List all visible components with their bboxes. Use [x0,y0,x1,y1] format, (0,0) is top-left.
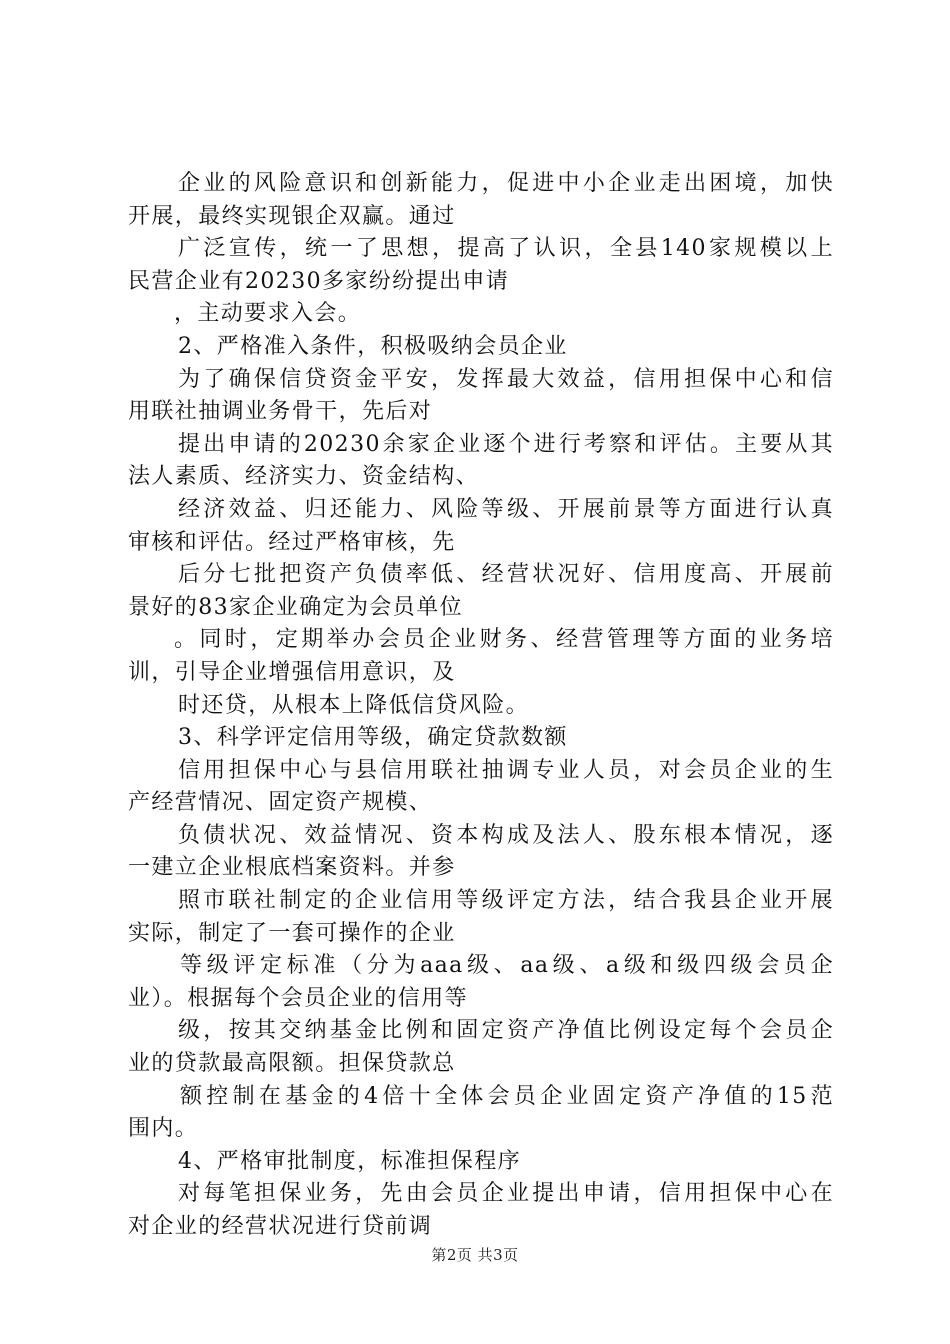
text-line: 照市联社制定的企业信用等级评定方法，结合我县企业开展 [178,888,834,914]
text-line: 等级评定标准（分为aaa级、aa级、a级和级四级会员企 [180,953,834,979]
page-footer [0,1244,950,1265]
text-line: 级，按其交纳基金比例和固定资产净值比例设定每个会员企 [178,1018,834,1044]
text-line: ，主动要求入会。 [174,301,362,327]
text-line: 开展，最终实现银企双赢。通过 [128,203,456,229]
text-line: 对企业的经营状况进行贷前调 [128,1214,433,1239]
text-line: 经济效益、归还能力、风险等级、开展前景等方面进行认真 [178,496,834,522]
text-line: 对每笔担保业务，先由会员企业提出申请，信用担保中心在 [178,1181,834,1207]
text-line: 审核和评估。经过严格审核，先 [128,529,456,555]
text-line: 围内。 [128,1116,199,1142]
text-line: 一建立企业根底档案资料。并参 [128,855,456,881]
text-line: 业的贷款最高限额。担保贷款总 [128,1051,456,1077]
text-line: 后分七批把资产负债率低、经营状况好、信用度高、开展前 [178,562,834,588]
section-heading: 4、严格审批制度，标准担保程序 [178,1148,521,1174]
text-line: 实际，制定了一套可操作的企业 [128,920,456,946]
text-line: 民营企业有20230多家纷纷提出申请 [128,268,510,294]
text-line: 额控制在基金的4倍十全体会员企业固定资产净值的15范 [180,1083,834,1109]
text-line: 企业的风险意识和创新能力，促进中小企业走出困境，加快 [178,171,834,196]
section-heading: 3、科学评定信用等级，确定贷款数额 [178,725,568,751]
body-text [128,168,834,1244]
text-line: 时还贷，从根本上降低信贷风险。 [178,692,530,718]
text-line: 景好的83家企业确定为会员单位 [128,594,463,620]
text-line: 用联社抽调业务骨干，先后对 [128,399,433,425]
text-line: 为了确保信贷资金平安，发挥最大效益，信用担保中心和信 [178,366,834,392]
text-line: 负债状况、效益情况、资本构成及法人、股东根本情况，逐 [178,822,834,848]
text-line: 提出申请的20230余家企业逐个进行考察和评估。主要从其 [178,431,834,457]
text-line: 信用担保中心与县信用联社抽调专业人员，对会员企业的生 [178,757,834,783]
page-number-label: 第2页 共3页 [431,1246,519,1264]
text-line: 业）。根据每个会员企业的信用等 [128,985,469,1011]
text-line: 广泛宣传，统一了思想，提高了认识，全县140家规模以上 [178,236,834,262]
text-line: 产经营情况、固定资产规模、 [128,790,433,816]
text-line: 法人素质、经济实力、资金结构、 [128,464,480,490]
section-heading: 2、严格准入条件，积极吸纳会员企业 [178,333,568,359]
text-line: 训，引导企业增强信用意识，及 [128,659,456,685]
text-line: 。同时，定期举办会员企业财务、经营管理等方面的业务培 [174,627,834,653]
